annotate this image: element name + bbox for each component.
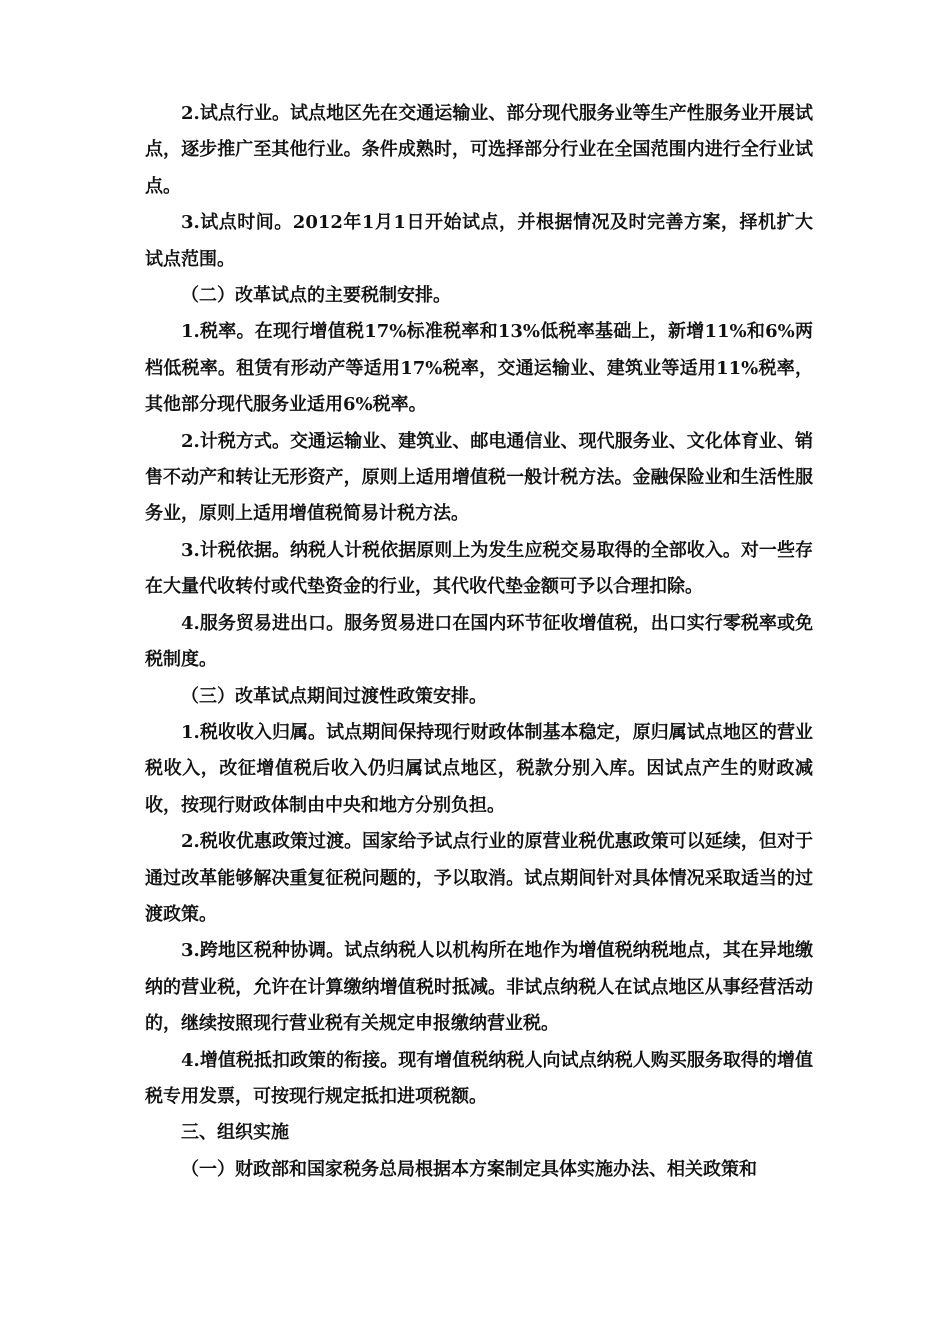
paragraph-pilot-industries: 2.试点行业。试点地区先在交通运输业、部分现代服务业等生产性服务业开展试点，逐步推广至其他行业。条件成熟时，可选择部分行业在全国范围内进行全行业试点。 <box>145 103 813 197</box>
paragraph-implementation-first: （一）财政部和国家税务总局根据本方案制定具体实施办法、相关政策和 <box>181 1158 757 1180</box>
paragraph-tax-basis: 3.计税依据。纳税人计税依据原则上为发生应税交易取得的全部收入。对一些存在大量代收转付或代垫资金的行业，其代收代垫金额可予以合理扣除。 <box>145 539 813 598</box>
section-heading-transition-policies: （三）改革试点期间过渡性政策安排。 <box>181 685 487 707</box>
section-heading-tax-arrangements: （二）改革试点的主要税制安排。 <box>181 285 451 307</box>
paragraph-deduction-policy: 4.增值税抵扣政策的衔接。现有增值税纳税人向试点纳税人购买服务取得的增值税专用发票，可按现行规定抵扣进项税额。 <box>145 1049 813 1107</box>
section-heading-implementation: 三、组织实施 <box>181 1122 289 1144</box>
paragraph-revenue-attribution: 1.税收收入归属。试点期间保持现行财政体制基本稳定，原归属试点地区的营业税收入，改征增值税后收入仍归属试点地区，税款分别入库。因试点产生的财政减收，按现行财政体制由中央和地方分别负担。 <box>145 721 813 816</box>
paragraph-service-trade: 4.服务贸易进出口。服务贸易进口在国内环节征收增值税，出口实行零税率或免税制度。 <box>145 612 813 671</box>
paragraph-tax-rates: 1.税率。在现行增值税17%标准税率和13%低税率基础上，新增11%和6%两档低税率。租赁有形动产等适用17%税率，交通运输业、建筑业等适用11%税率，其他部分现代服务业适用6%税率。 <box>145 321 813 416</box>
paragraph-preferential-policies: 2.税收优惠政策过渡。国家给予试点行业的原营业税优惠政策可以延续，但对于通过改革能够解决重复征税问题的，予以取消。试点期间针对具体情况采取适当的过渡政策。 <box>145 831 813 925</box>
paragraph-pilot-time: 3.试点时间。2012年1月1日开始试点，并根据情况及时完善方案，择机扩大试点范围。 <box>145 212 813 270</box>
paragraph-tax-methods: 2.计税方式。交通运输业、建筑业、邮电通信业、现代服务业、文化体育业、销售不动产和转让无形资产，原则上适用增值税一般计税方法。金融保险业和生活性服务业，原则上适用增值税简易计税方法。 <box>145 430 813 525</box>
paragraph-cross-region-coordination: 3.跨地区税种协调。试点纳税人以机构所在地作为增值税纳税地点，其在异地缴纳的营业税，允许在计算缴纳增值税时抵减。非试点纳税人在试点地区从事经营活动的，继续按照现行营业税有关规定申报缴纳营业税。 <box>145 940 813 1035</box>
document-body <box>145 96 813 1188</box>
